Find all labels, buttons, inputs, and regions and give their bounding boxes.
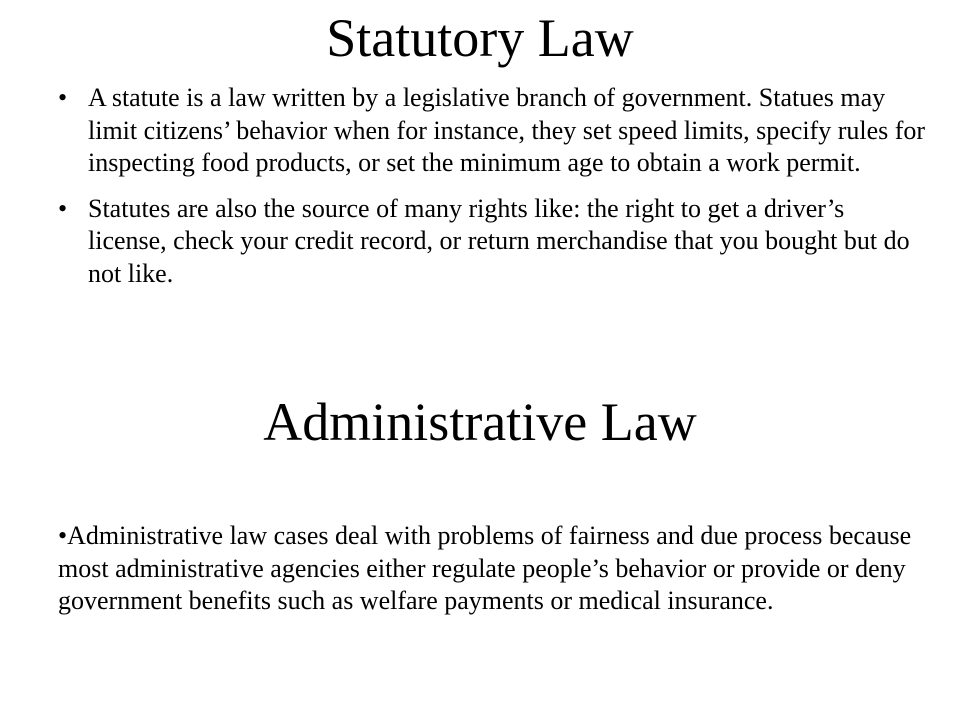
bullet-item-statute-definition — [58, 82, 928, 180]
bullet-text: Statutes are also the source of many rights like: the right to get a driver’s license, check your credit record, or return merchandise that you bought but do not like. — [88, 193, 910, 288]
bullet-text: A statute is a law written by a legislative branch of government. Statues may limit citizens’ behavior when for instance, they set speed limits, specify rules for inspecting food products, or set the minimum age to obtain a work permit. — [88, 83, 926, 177]
bullet-dot-icon: • — [58, 193, 68, 223]
bullet-dot-icon: • — [58, 83, 68, 112]
bullet-item-statute-rights — [58, 193, 928, 291]
statutory-law-bullet-list — [58, 82, 928, 303]
statutory-law-heading: Statutory Law — [326, 8, 634, 68]
administrative-law-heading: Administrative Law — [263, 392, 697, 452]
administrative-law-paragraph: •Administrative law cases deal with problems of fairness and due process because most administrative agencies either regulate people’s behavior or provide or deny government benefits such as welfare payments or medical insurance. — [58, 521, 912, 615]
